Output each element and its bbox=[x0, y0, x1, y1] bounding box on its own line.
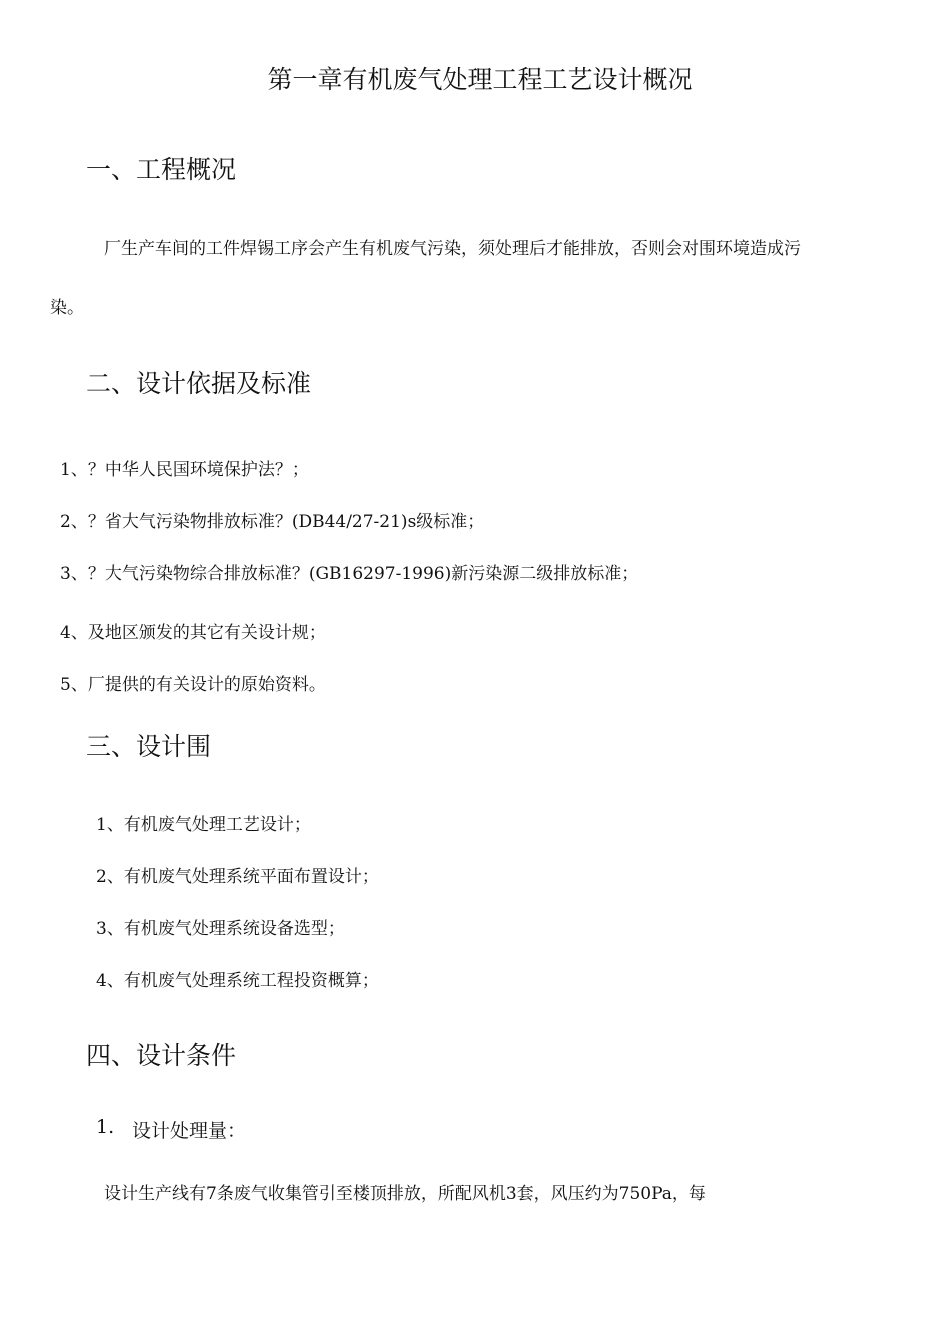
scope-item: 4、有机废气处理系统工程投资概算； bbox=[96, 971, 379, 991]
scope-item: 3、有机废气处理系统设备选型； bbox=[96, 919, 345, 939]
section-heading-conditions: 四、设计条件 bbox=[86, 1041, 237, 1070]
section-heading-basis: 二、设计依据及标准 bbox=[86, 369, 312, 398]
subheading-number: 1. bbox=[96, 1116, 115, 1138]
basis-item: 1、？中华人民国环境保护法？； bbox=[60, 460, 309, 480]
section-heading-overview: 一、工程概况 bbox=[86, 155, 237, 184]
basis-item: 4、及地区颁发的其它有关设计规； bbox=[60, 623, 326, 643]
section-heading-scope: 三、设计围 bbox=[86, 732, 212, 761]
basis-item: 2、？省大气污染物排放标准？(DB44/27-21)s级标准； bbox=[60, 512, 485, 532]
overview-paragraph-line-1: 厂生产车间的工件焊锡工序会产生有机废气污染，须处理后才能排放，否则会对围环境造成污 bbox=[104, 239, 801, 259]
subheading-processing-capacity: 设计处理量： bbox=[132, 1120, 247, 1142]
page-title: 第一章有机废气处理工程工艺设计概况 bbox=[267, 65, 693, 94]
scope-item: 1、有机废气处理工艺设计； bbox=[96, 815, 311, 835]
basis-item: 5、厂提供的有关设计的原始资料。 bbox=[60, 675, 326, 695]
basis-item: 3、？大气污染物综合排放标准？(GB16297-1996)新污染源二级排放标准； bbox=[60, 564, 639, 584]
overview-paragraph-line-2: 染。 bbox=[50, 298, 84, 318]
conditions-paragraph: 设计生产线有7条废气收集管引至楼顶排放，所配风机3套，风压约为750Pa，每 bbox=[104, 1184, 706, 1204]
scope-item: 2、有机废气处理系统平面布置设计； bbox=[96, 867, 379, 887]
